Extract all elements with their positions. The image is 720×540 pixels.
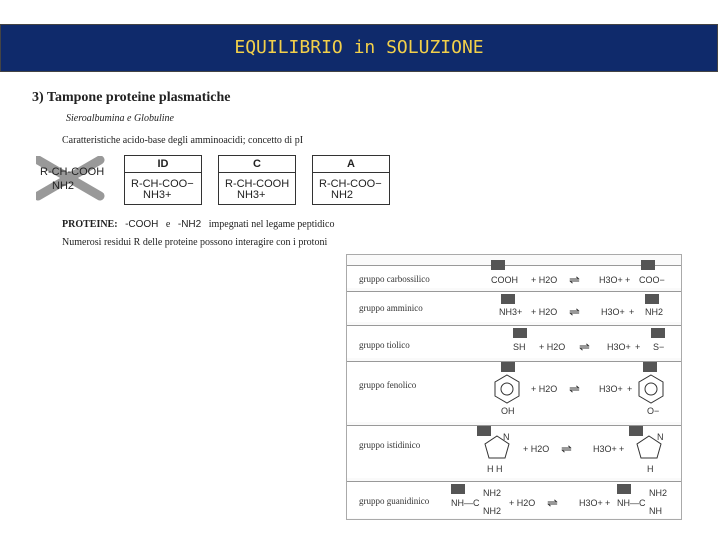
form-box-c <box>218 155 296 205</box>
group-right: COO− <box>639 275 665 285</box>
residue-marker-icon <box>491 260 505 270</box>
form-box-line1: R-CH-COO− <box>319 178 382 190</box>
residue-marker-icon <box>643 362 657 372</box>
form-box-header: ID <box>125 156 201 173</box>
group-ion: H3O+ <box>599 384 623 394</box>
form-box-line2: NH3+ <box>237 189 266 201</box>
form-box-header: C <box>219 156 295 173</box>
group-row-carbossilico <box>347 265 681 288</box>
form-box-line2: NH2 <box>331 189 354 201</box>
title-bar <box>0 24 718 72</box>
group-left: NH3+ <box>499 307 523 317</box>
benzene-ring-icon <box>637 374 665 404</box>
group-right: N <box>657 432 664 442</box>
group-left: N <box>503 432 510 442</box>
residue-marker-icon <box>645 294 659 304</box>
group-water: + H2O <box>523 444 550 454</box>
group-right: NH—C <box>617 498 646 508</box>
amino-left-line1: R-CH-COOH <box>40 166 105 178</box>
group-left: COOH <box>491 275 518 285</box>
form-box-id <box>124 155 202 205</box>
group-label: gruppo carbossilico <box>359 274 430 284</box>
group-ion: H3O+ <box>607 342 631 352</box>
amino-left-line2: NH2 <box>52 180 75 192</box>
equilibrium-arrow-icon: ⇌ <box>569 272 580 287</box>
form-box-a <box>312 155 390 205</box>
subheading: Sieroalbumina e Globuline <box>66 113 174 124</box>
group-plus: + <box>629 307 635 317</box>
group-row-guanidinico <box>347 481 681 518</box>
page-title: EQUILIBRIO in SOLUZIONE <box>234 37 484 58</box>
group-right: NH2 <box>645 307 664 317</box>
residue-marker-icon <box>451 484 465 494</box>
form-box-line2: NH3+ <box>143 189 172 201</box>
group-right-bottom: NH <box>649 506 662 516</box>
residue-marker-icon <box>651 328 665 338</box>
group-label: gruppo amminico <box>359 303 423 313</box>
residue-marker-icon <box>641 260 655 270</box>
group-left: OH <box>501 406 515 416</box>
group-right-h: H <box>647 464 654 474</box>
properties-line: Caratteristiche acido-base degli amminoacidi; concetto di pI <box>62 135 304 146</box>
group-plus: + <box>635 342 641 352</box>
group-plus: + <box>619 444 625 454</box>
group-label: gruppo istidinico <box>359 440 421 450</box>
form-box-header: A <box>313 156 389 173</box>
group-row-amminico <box>347 291 681 322</box>
group-left-bottom: NH2 <box>483 506 502 516</box>
benzene-ring-icon <box>493 374 521 404</box>
group-left-top: NH2 <box>483 488 502 498</box>
residue-marker-icon <box>501 362 515 372</box>
group-row-fenolico <box>347 361 681 422</box>
group-label: gruppo tiolico <box>359 340 410 350</box>
proteine-rest: impegnati nel legame peptidico <box>208 219 335 230</box>
group-row-tiolico <box>347 325 681 358</box>
proteine-group-2: -NH2 <box>177 219 202 230</box>
residue-marker-icon <box>617 484 631 494</box>
equilibrium-arrow-icon: ⇌ <box>569 381 580 396</box>
group-left-h: H H <box>487 464 503 474</box>
group-label: gruppo fenolico <box>359 380 417 390</box>
proteine-line <box>62 219 335 230</box>
group-water: + H2O <box>531 307 558 317</box>
cross-mark-icon <box>36 156 106 202</box>
proteine-group-1: -COOH <box>125 219 159 230</box>
group-row-istidinico <box>347 425 681 478</box>
equilibrium-arrow-icon: ⇌ <box>569 304 580 319</box>
group-water: + H2O <box>509 498 536 508</box>
group-water: + H2O <box>531 275 558 285</box>
proteine-and: e <box>165 219 171 230</box>
numerosi-line: Numerosi residui R delle proteine possono interagire con i protoni <box>62 237 328 248</box>
group-plus: + <box>625 275 631 285</box>
form-box-line1: R-CH-COOH <box>225 178 290 190</box>
group-plus: + <box>627 384 633 394</box>
proteine-label: PROTEINE: <box>62 219 118 230</box>
group-water: + H2O <box>539 342 566 352</box>
equilibrium-arrow-icon: ⇌ <box>561 441 572 456</box>
equilibrium-arrow-icon: ⇌ <box>547 495 558 510</box>
group-right: O− <box>647 406 660 416</box>
residue-marker-icon <box>501 294 515 304</box>
group-right: S− <box>653 342 665 352</box>
group-plus: + <box>605 498 611 508</box>
group-ion: H3O+ <box>593 444 617 454</box>
group-ion: H3O+ <box>599 275 623 285</box>
section-heading: 3) Tampone proteine plasmatiche <box>32 90 231 105</box>
form-box-line1: R-CH-COO− <box>131 178 194 190</box>
group-right-top: NH2 <box>649 488 668 498</box>
group-label: gruppo guanidinico <box>359 496 430 506</box>
groups-panel <box>346 254 682 520</box>
group-left: SH <box>513 342 526 352</box>
group-left: NH—C <box>451 498 480 508</box>
group-ion: H3O+ <box>601 307 625 317</box>
residue-marker-icon <box>513 328 527 338</box>
equilibrium-arrow-icon: ⇌ <box>579 339 590 354</box>
group-water: + H2O <box>531 384 558 394</box>
group-ion: H3O+ <box>579 498 603 508</box>
